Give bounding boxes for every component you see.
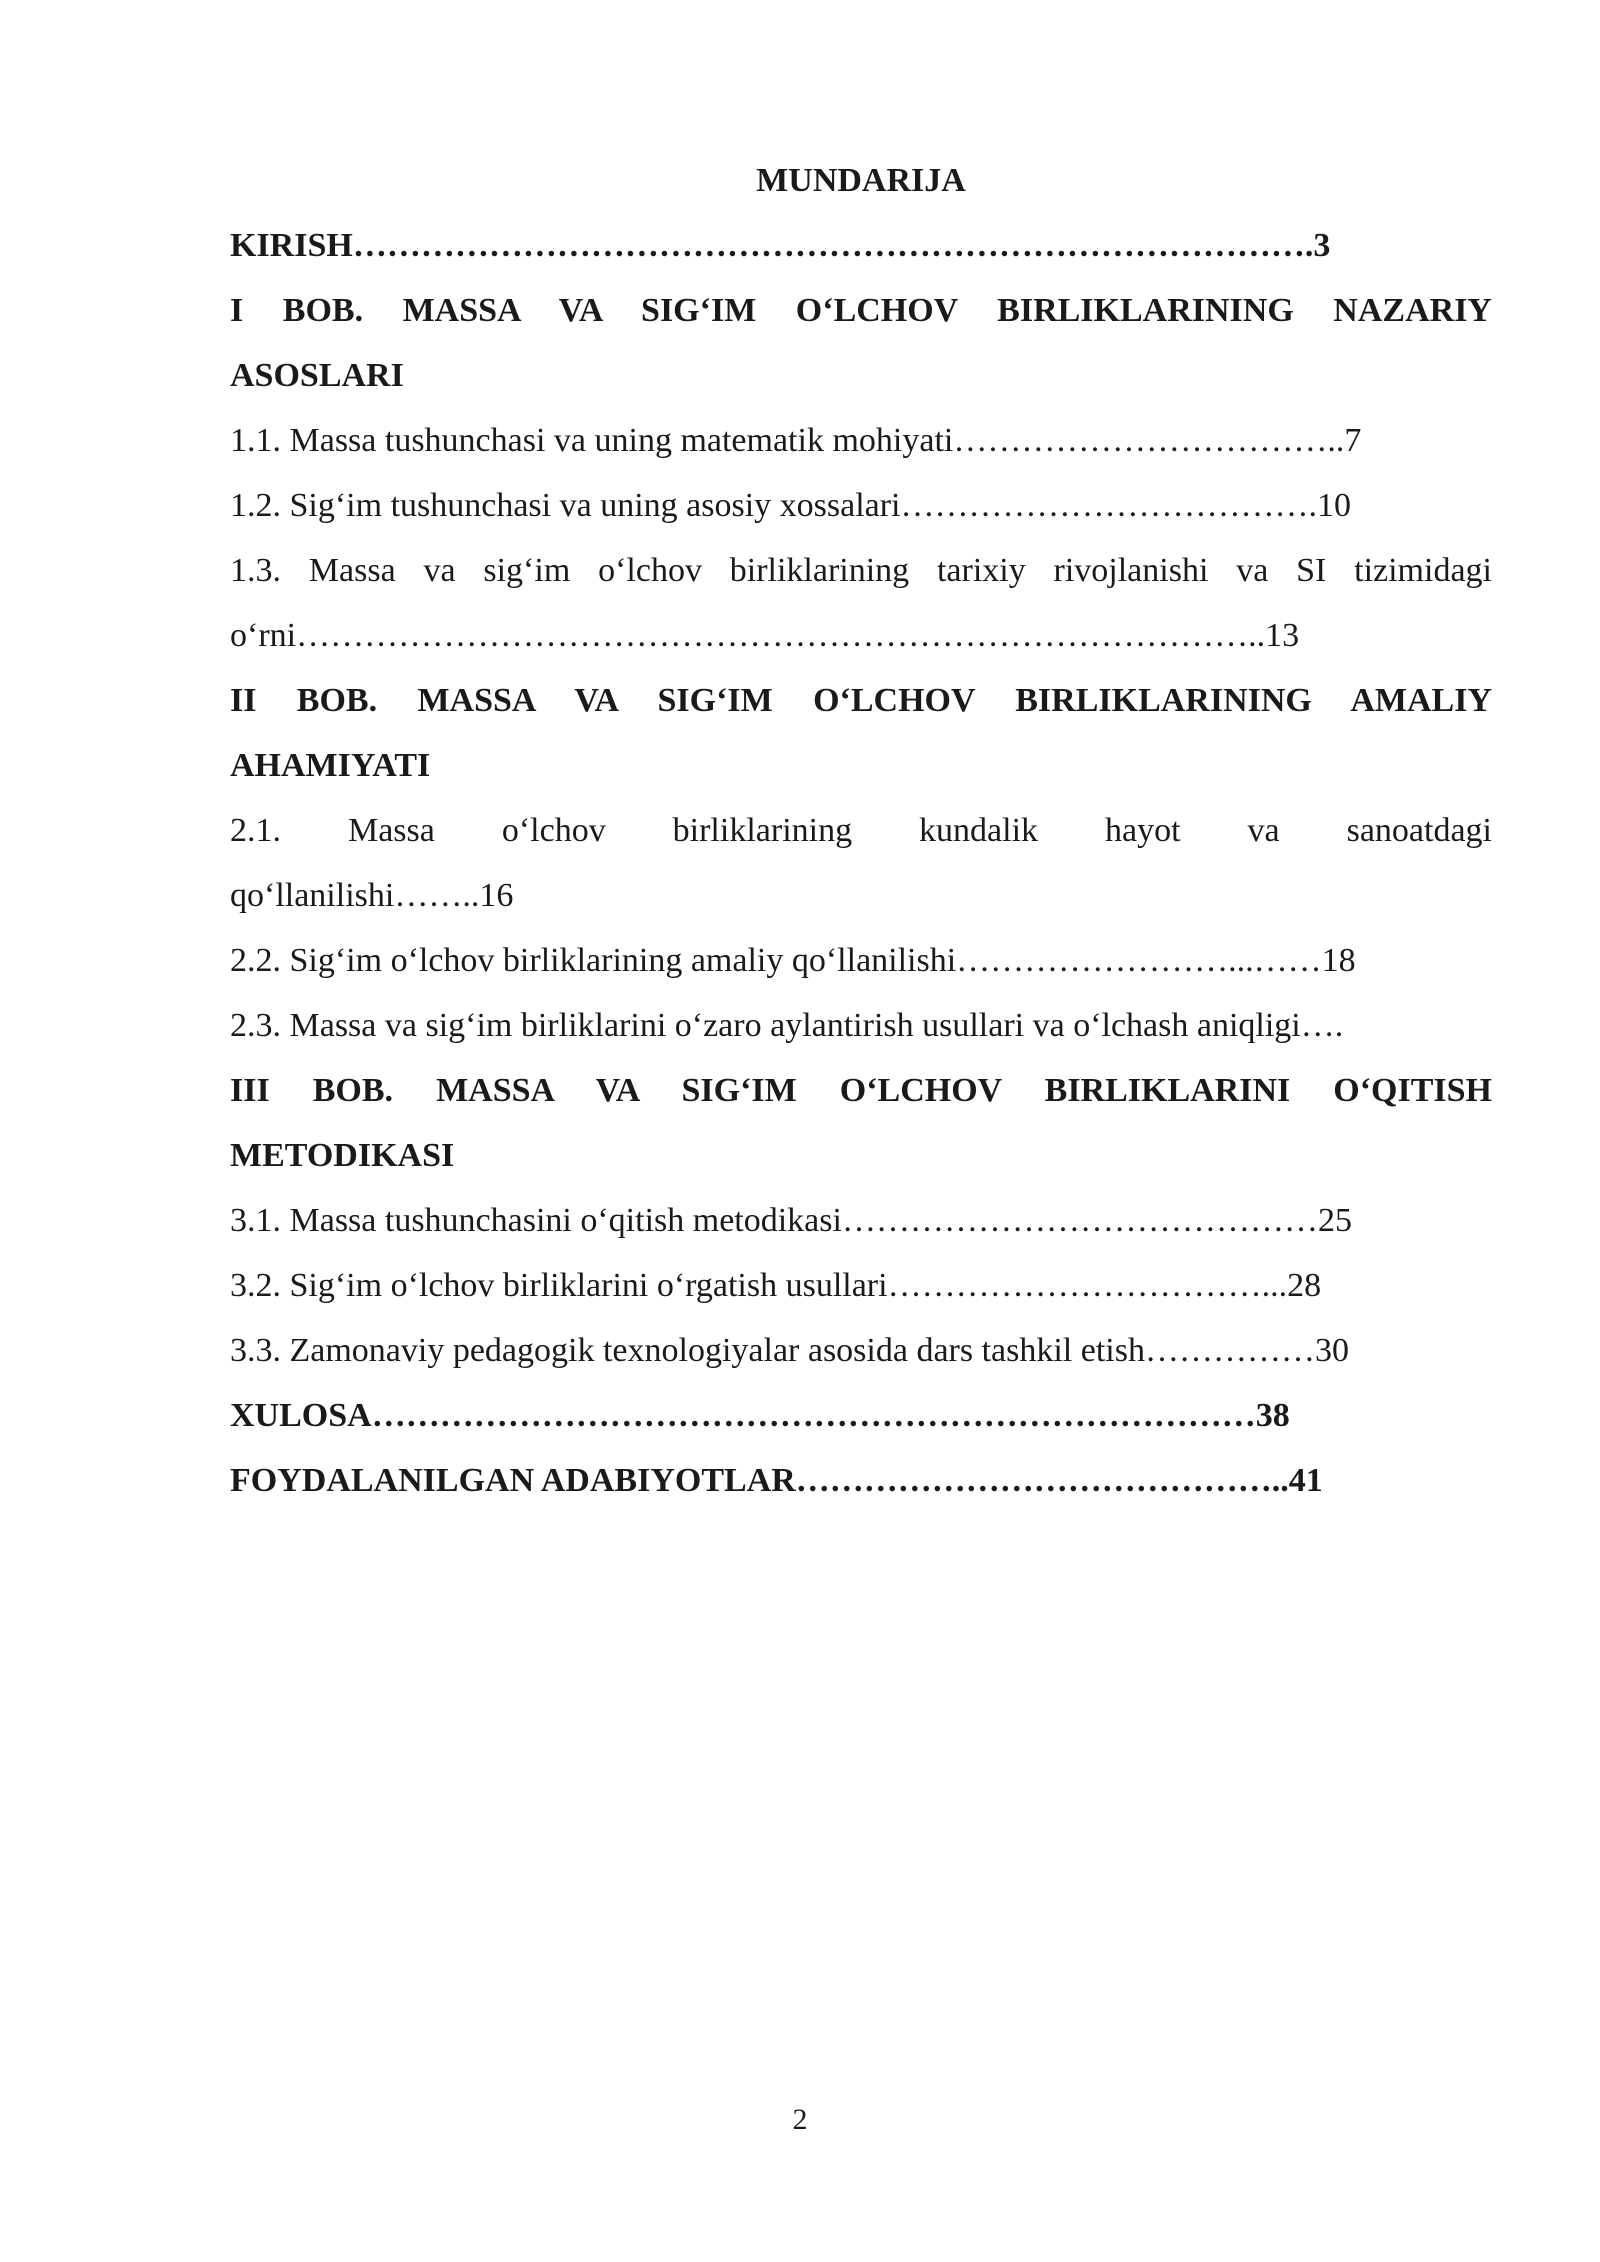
toc-chapter-1-heading-cont: ASOSLARI bbox=[230, 357, 404, 394]
toc-section-3-2: 3.2. Sig‘im o‘lchov birliklarini o‘rgatish usullari……………………………...28 bbox=[230, 1267, 1322, 1304]
page-number: 2 bbox=[792, 2103, 808, 2136]
toc-entry-references: FOYDALANILGAN ADABIYOTLAR……………………………………..41 bbox=[230, 1462, 1323, 1499]
toc-section-1-2: 1.2. Sig‘im tushunchasi va uning asosiy xossalari……………………………….10 bbox=[230, 487, 1352, 524]
toc-title: MUNDARIJA bbox=[756, 162, 966, 199]
toc-section-1-3-cont: o‘rni…………………………………………………………………………..13 bbox=[230, 617, 1300, 654]
toc-section-2-3: 2.3. Massa va sig‘im birliklarini o‘zaro aylantirish usullari va o‘lchash aniqligi…. bbox=[230, 1007, 1344, 1044]
toc-section-1-3: 1.3. Massa va sig‘im o‘lchov birliklarining tarixiy rivojlanishi va SI tizimidagi bbox=[230, 552, 1492, 589]
toc-entry-intro: KIRISH………………………………………………………………………….3 bbox=[230, 227, 1331, 264]
toc-section-3-1: 3.1. Massa tushunchasini o‘qitish metodikasi……………………………………25 bbox=[230, 1202, 1352, 1239]
toc-section-2-1: 2.1. Massa o‘lchov birliklarining kundalik hayot va sanoatdagi bbox=[230, 812, 1492, 849]
toc-section-3-3: 3.3. Zamonaviy pedagogik texnologiyalar asosida dars tashkil etish……………30 bbox=[230, 1332, 1349, 1369]
toc-chapter-1-heading: I BOB. MASSA VA SIG‘IM O‘LCHOV BIRLIKLARINING NAZARIY bbox=[230, 292, 1492, 329]
toc-chapter-3-heading-cont: METODIKASI bbox=[230, 1137, 455, 1174]
toc-chapter-3-heading: III BOB. MASSA VA SIG‘IM O‘LCHOV BIRLIKLARINI O‘QITISH bbox=[230, 1072, 1492, 1109]
toc-chapter-2-heading-cont: AHAMIYATI bbox=[230, 747, 431, 784]
toc-section-2-2: 2.2. Sig‘im o‘lchov birliklarining amaliy qo‘llanilishi……………………...……18 bbox=[230, 942, 1356, 979]
toc-chapter-2-heading: II BOB. MASSA VA SIG‘IM O‘LCHOV BIRLIKLARINING AMALIY bbox=[230, 682, 1492, 719]
toc-entry-conclusion: XULOSA……………………………………………………………………38 bbox=[230, 1397, 1290, 1434]
toc-section-2-1-cont: qo‘llanilishi……..16 bbox=[230, 877, 514, 914]
table-of-contents bbox=[230, 148, 1492, 1513]
toc-section-1-1: 1.1. Massa tushunchasi va uning matematik mohiyati……………………………..7 bbox=[230, 422, 1362, 459]
